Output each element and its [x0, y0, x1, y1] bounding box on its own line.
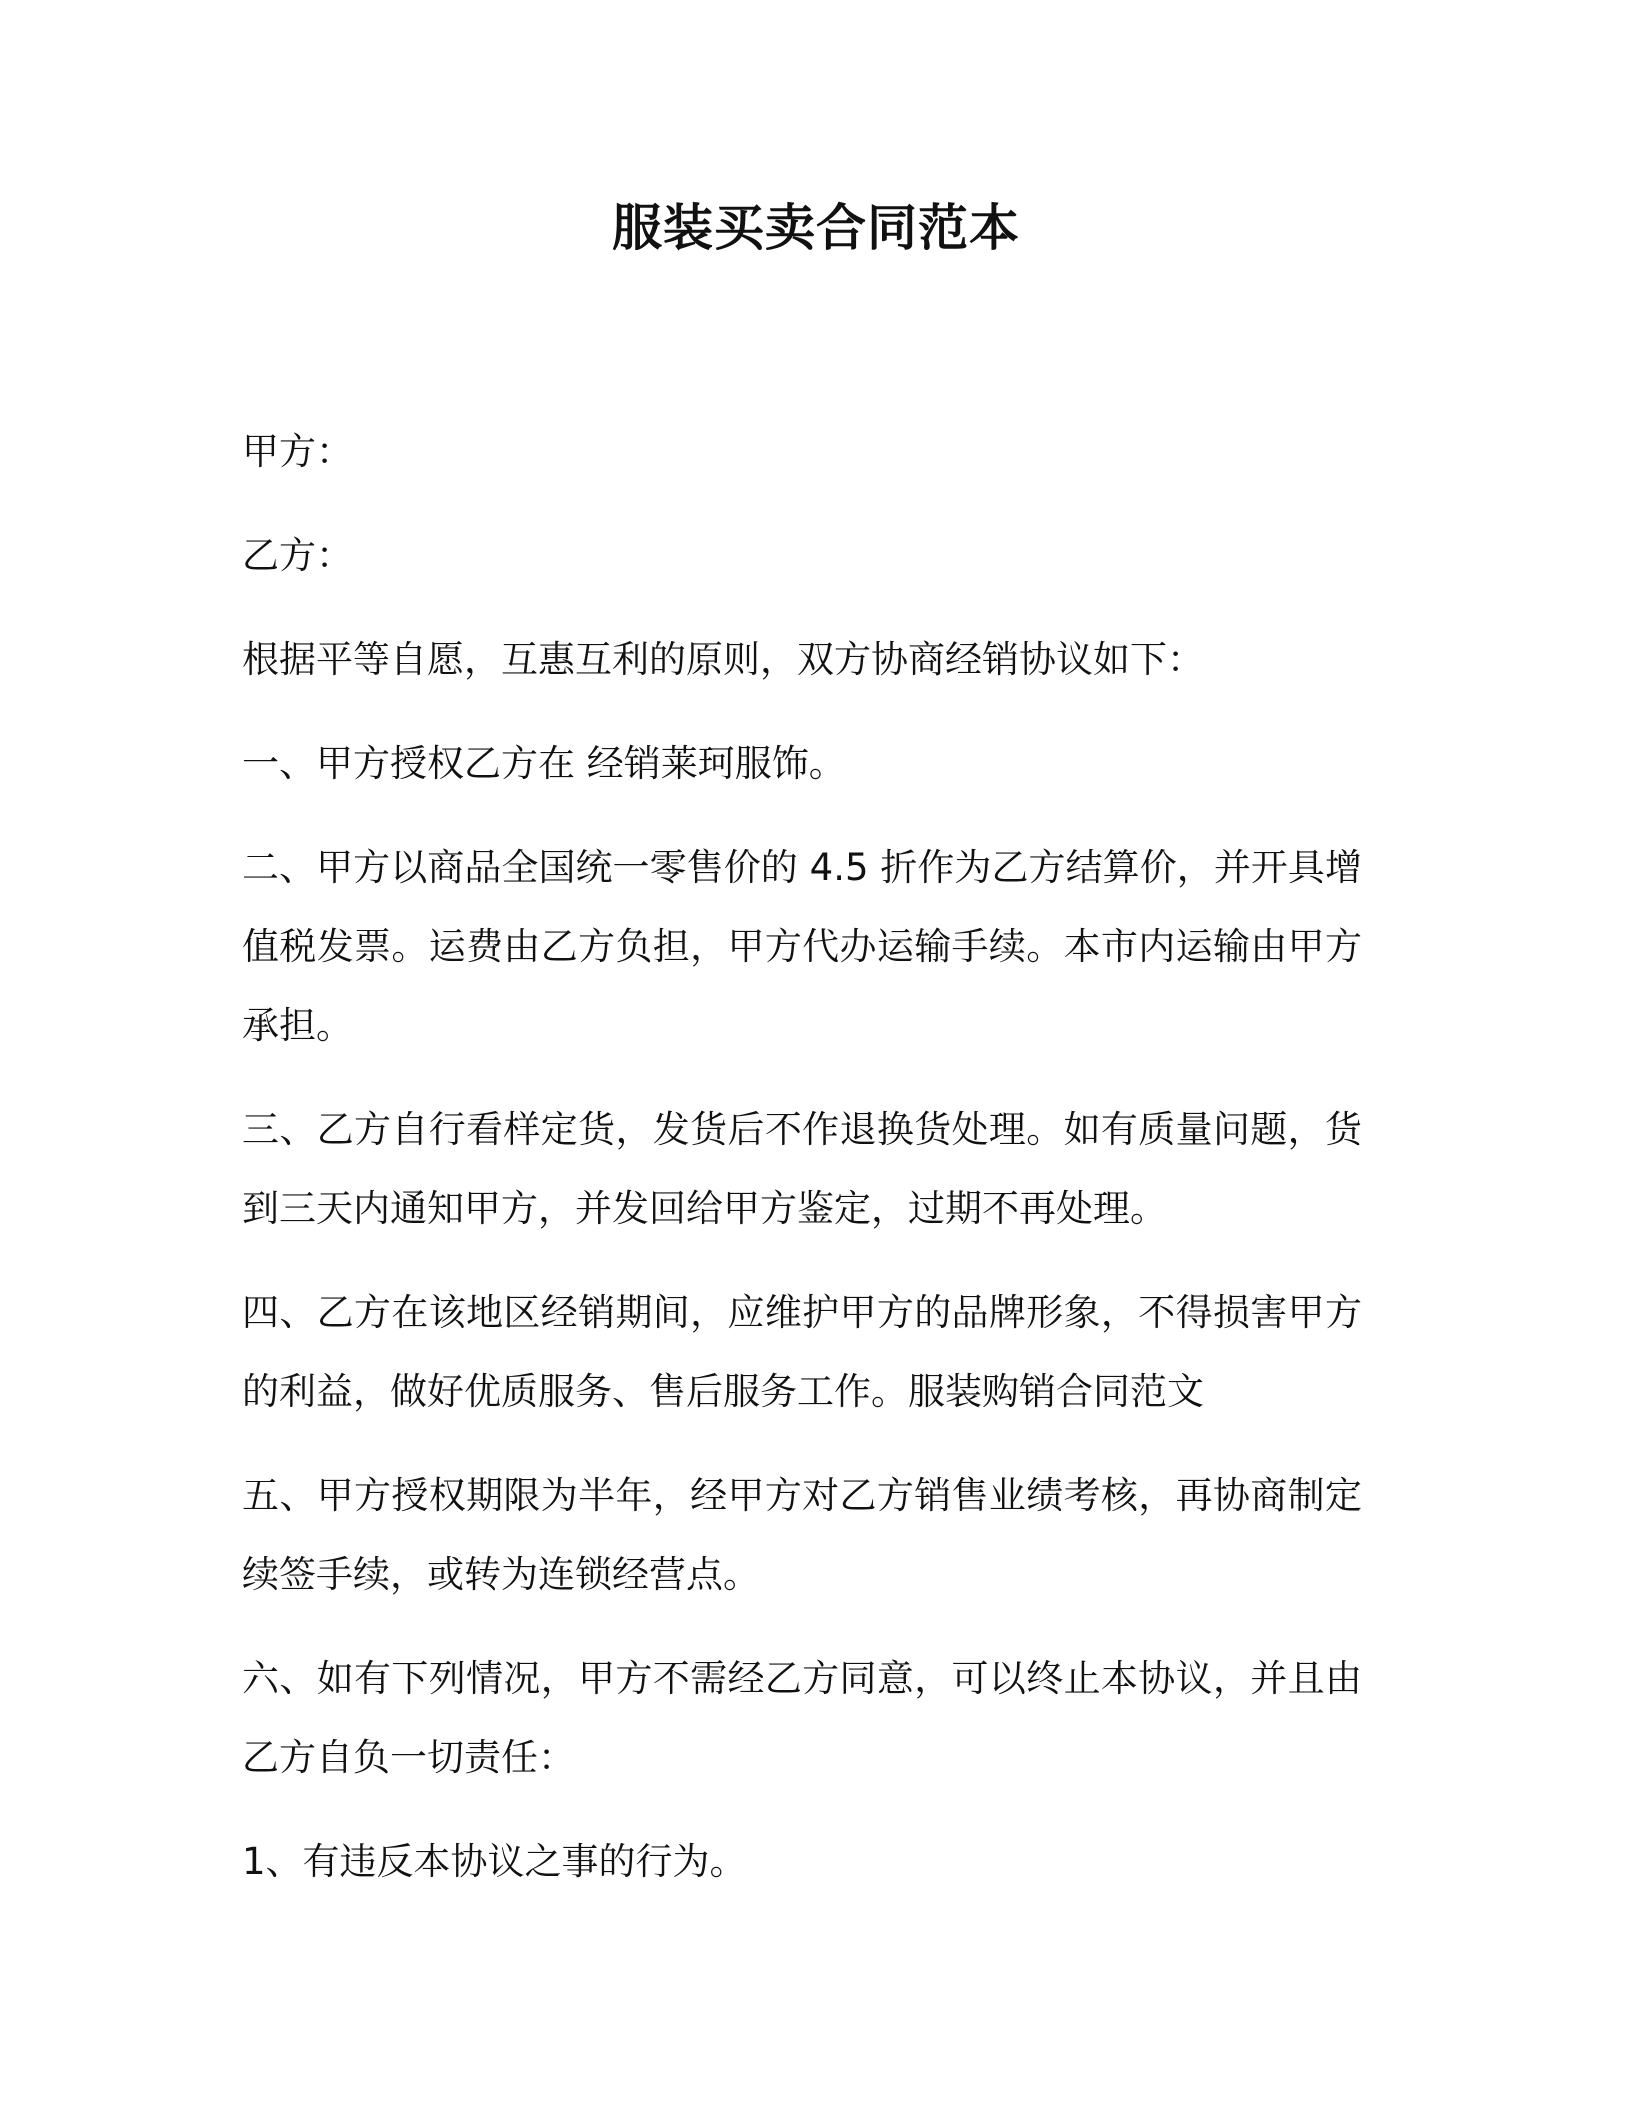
clause-2: 二、甲方以商品全国统一零售价的 4.5 折作为乙方结算价，并开具增值税发票。运费由乙方负担，甲方代办运输手续。本市内运输由甲方承担。 — [242, 846, 1362, 1047]
party-b-line: 乙方： — [242, 534, 353, 577]
clause-4: 四、乙方在该地区经销期间，应维护甲方的品牌形象，不得损害甲方的利益，做好优质服务、售后服务工作。服装购销合同范文 — [242, 1291, 1362, 1413]
document-body — [242, 412, 1362, 1926]
clause-1: 一、甲方授权乙方在 经销莱珂服饰。 — [242, 742, 846, 785]
clause-3: 三、乙方自行看样定货，发货后不作退换货处理。如有质量问题，货到三天内通知甲方，并发回给甲方鉴定，过期不再处理。 — [242, 1108, 1362, 1230]
clause-6-item-1: 1、有违反本协议之事的行为。 — [242, 1840, 747, 1883]
document-title: 服装买卖合同范本 — [612, 199, 1020, 257]
party-a-line: 甲方： — [242, 430, 353, 473]
clause-5: 五、甲方授权期限为半年，经甲方对乙方销售业绩考核，再协商制定续签手续，或转为连锁经营点。 — [242, 1474, 1362, 1596]
clause-6: 六、如有下列情况，甲方不需经乙方同意，可以终止本协议，并且由乙方自负一切责任： — [242, 1657, 1362, 1779]
preamble-paragraph: 根据平等自愿，互惠互利的原则，双方协商经销协议如下： — [242, 638, 1204, 681]
